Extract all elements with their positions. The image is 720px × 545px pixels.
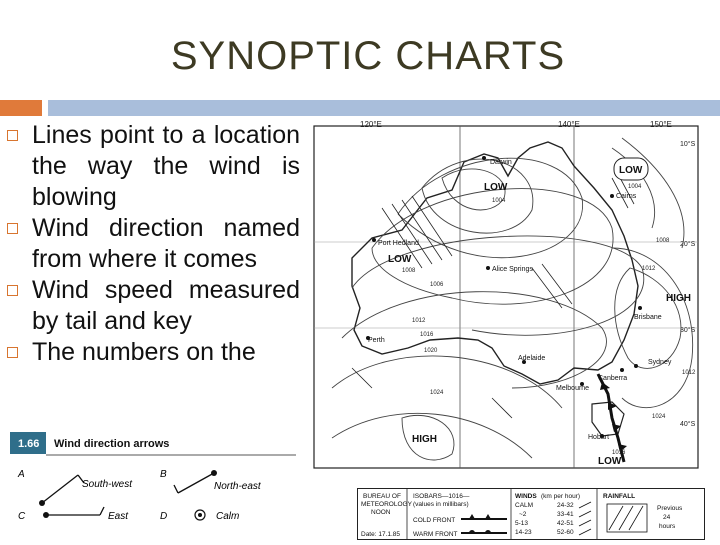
arrow-tail — [174, 485, 178, 493]
legend-winds-title: WINDS — [515, 493, 537, 500]
city-port-hedland: Port Hedland — [378, 240, 419, 247]
isobar-value: 1012 — [682, 370, 696, 376]
bullet-text: The numbers on the — [32, 338, 256, 366]
arrow-north-east — [178, 473, 214, 493]
label-south-west: South-west — [82, 479, 133, 490]
legend-isobars: COLD FRONT — [413, 517, 456, 524]
legend-date: Date: 17.1.85 — [361, 531, 401, 538]
latitude-label: 40°S — [680, 421, 696, 428]
bullet-item — [0, 120, 300, 213]
legend-wind: 52-60 — [557, 529, 574, 536]
bullet-box-icon — [7, 223, 18, 234]
station-dot — [43, 512, 49, 518]
bullet-list — [0, 120, 300, 450]
arrow-tail — [100, 507, 104, 515]
slide-title: SYNOPTIC CHARTS — [170, 34, 566, 78]
bullet-text: Lines point to a location the way the wind is blowing — [32, 121, 300, 211]
latitude-label: 30°S — [680, 327, 696, 334]
bullet-box-icon — [7, 285, 18, 296]
bullet-item — [0, 275, 300, 337]
city-dot — [372, 238, 376, 242]
isobar-value: 1012 — [642, 266, 656, 272]
bullet-box-icon — [7, 130, 18, 141]
bullet-item — [0, 213, 300, 275]
city-melbourne: Melbourne — [556, 385, 590, 392]
isobar-value: 1006 — [430, 282, 444, 288]
legend-isobars: WARM FRONT — [413, 531, 458, 538]
isobar-value: 1016 — [420, 332, 434, 338]
isobar-value: 1024 — [430, 390, 444, 396]
pressure-low: LOW — [388, 254, 412, 265]
city-dot — [634, 364, 638, 368]
isobar-value: 1016 — [612, 450, 626, 456]
station-dot — [198, 513, 202, 517]
latitude-label: 10°S — [680, 141, 696, 148]
label-b: B — [160, 469, 167, 480]
wind-arrows-figure — [10, 431, 306, 540]
legend-wind: 5-13 — [515, 520, 529, 527]
longitude-label: 150°E — [650, 120, 672, 129]
legend-isobars: ISOBARS—1016— — [413, 493, 470, 500]
legend-rain: 24 — [663, 514, 671, 521]
pressure-high: HIGH — [666, 293, 691, 304]
bullet-box-icon — [7, 347, 18, 358]
legend-bureau: NOON — [371, 509, 391, 516]
legend-rain: hours — [659, 523, 676, 530]
label-d: D — [160, 511, 168, 522]
bullet-item — [0, 337, 300, 368]
arrow-south-west — [42, 475, 78, 503]
isobar-value: 1024 — [652, 414, 666, 420]
map-legend-svg — [357, 488, 705, 540]
isobar-value: 1008 — [402, 268, 416, 274]
label-a: A — [18, 469, 25, 480]
legend-wind: ~2 — [519, 511, 527, 518]
city-darwin: Darwin — [490, 159, 512, 166]
city-canberra: Canberra — [598, 375, 628, 382]
city-dot — [486, 266, 490, 270]
label-c: C — [18, 511, 26, 522]
isobar-value: 1020 — [424, 348, 438, 354]
legend-wind: 24-32 — [557, 502, 574, 509]
pressure-low: LOW — [598, 456, 622, 467]
legend-isobars: (values in millibars) — [413, 501, 469, 508]
wind-direction-inset — [10, 431, 306, 540]
accent-bar-blue — [48, 100, 720, 116]
city-sydney: Sydney — [648, 359, 672, 366]
bullet-text: Wind speed measured by tail and key — [32, 276, 300, 335]
latitude-label: 20°S — [680, 241, 696, 248]
legend-wind: 33-41 — [557, 511, 574, 518]
figure-badge-text: 1.66 — [18, 438, 40, 450]
city-alice-springs: Alice Springs — [492, 266, 533, 273]
label-east: East — [108, 511, 129, 522]
figure-heading: Wind direction arrows — [54, 438, 170, 450]
pressure-low: LOW — [484, 182, 508, 193]
legend-bureau: METEOROLOGY — [361, 501, 412, 508]
synoptic-map — [312, 118, 702, 470]
label-north-east: North-east — [214, 481, 261, 492]
legend-wind: 14-23 — [515, 529, 532, 536]
pressure-low: LOW — [619, 165, 643, 176]
isobar-value: 1004 — [492, 198, 506, 204]
legend-rain: Previous — [657, 505, 683, 512]
legend-rain-title: RAINFALL — [603, 493, 636, 500]
isobar-value: 1012 — [412, 318, 426, 324]
isobar-value: 1008 — [656, 238, 670, 244]
accent-bar-orange — [0, 100, 42, 116]
longitude-label: 140°E — [558, 120, 580, 129]
city-brisbane: Brisbane — [634, 314, 662, 321]
legend-bureau: BUREAU OF — [363, 493, 401, 500]
legend-wind: 42-51 — [557, 520, 574, 527]
pressure-high: HIGH — [412, 434, 437, 445]
city-dot — [638, 306, 642, 310]
city-dot — [620, 368, 624, 372]
city-perth: Perth — [368, 337, 385, 344]
city-dot — [482, 156, 486, 160]
legend-wind: CALM — [515, 502, 534, 509]
city-cairns: Cairns — [616, 193, 637, 200]
city-dot — [610, 194, 614, 198]
synoptic-map-svg — [312, 118, 702, 470]
station-dot — [39, 500, 45, 506]
city-hobart: Hobart — [588, 434, 610, 441]
map-legend — [357, 488, 705, 540]
isobar-value: 1004 — [628, 184, 642, 190]
city-adelaide: Adelaide — [518, 355, 546, 362]
longitude-label: 120°E — [360, 120, 382, 129]
station-dot — [211, 470, 217, 476]
bullet-text: Wind direction named from where it comes — [32, 214, 300, 273]
legend-winds-unit: (km per hour) — [541, 493, 581, 500]
label-calm: Calm — [216, 511, 240, 522]
